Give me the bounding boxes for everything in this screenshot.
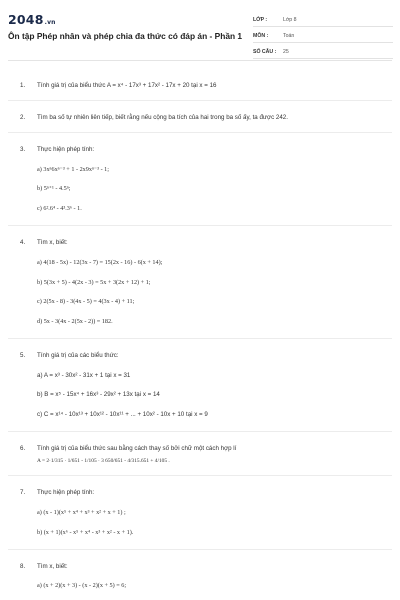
divider [8,431,392,432]
question-item: a) A = x³ - 30x² - 31x + 1 tại x = 31 [37,372,131,379]
question-5: 5. Tính giá trị của các biểu thức: [20,352,119,359]
question-item: b) 5ⁿ⁺¹ - 4.5ⁿ; [37,185,71,192]
question-item: c) 2(5x - 8) - 3(4x - 5) = 4(3x - 4) + 11; [37,298,135,305]
question-item: a) (x - 1)(x⁵ + x⁴ + x³ + x² + x + 1) ; [37,509,126,516]
question-item: b) 5(3x + 5) - 4(2x - 3) = 5x + 3(2x + 12) + 1; [37,279,151,286]
question-item: b) (x + 1)(x⁶ - x⁵ + x⁴ - x³ + x² - x + 1). [37,529,134,536]
divider [8,338,392,339]
question-item: A = 2·1/315 · 1/651 - 1/105 · 3 650/651 - 4/315.651 + 4/105 . [37,458,170,464]
question-1: 1. Tính giá trị của biểu thức A = x⁴ - 17x³ + 17x² - 17x + 20 tại x = 16 [20,82,217,89]
question-4: 4. Tìm x, biết: [20,239,68,246]
question-item: c) C = x¹⁴ - 10x¹³ + 10x¹² - 10x¹¹ + ... + 10x² - 10x + 10 tại x = 9 [37,411,208,418]
meta-label: SỐ CÂU : [253,48,277,55]
question-7: 7. Thực hiện phép tính: [20,489,95,496]
question-item: c) 6².6⁴ - 4³.3⁶ - 1. [37,205,82,212]
question-3: 3. Thực hiện phép tính: [20,146,95,153]
question-item: b) B = x⁵ - 15x⁴ + 16x³ - 29x² + 13x tại x = 14 [37,391,160,398]
meta-value: Toán [283,32,295,39]
meta-value: Lớp 8 [283,16,297,23]
question-2: 2. Tìm ba số tự nhiên liên tiếp, biết rằng nếu cộng ba tích của hai trong ba số ấy, ta được 242. [20,114,288,121]
question-6: 6. Tính giá trị của biểu thức sau bằng cách thay số bởi chữ một cách hợp lí [20,445,237,452]
meta-label: LỚP : [253,16,268,23]
divider [8,475,392,476]
question-item: a) 4(18 - 5x) - 12(3x - 7) = 15(2x - 16) - 6(x + 14); [37,259,163,266]
meta-label: MÔN : [253,32,269,39]
meta-row-subject [253,29,393,43]
header-divider [8,60,392,61]
divider [8,225,392,226]
divider [8,549,392,550]
meta-row-class [253,13,393,27]
divider [8,132,392,133]
site-logo[interactable]: 2048.vn [8,12,56,27]
meta-info [253,13,393,61]
question-item: d) 5x - 3(4x - 2(5x - 2)) = 182. [37,318,113,325]
question-item: a) (x + 2)(x + 3) - (x - 2)(x + 5) = 6; [37,582,127,589]
document-header [0,0,400,62]
divider [8,100,392,101]
meta-row-count [253,45,393,59]
question-8: 8. Tìm x, biết: [20,563,68,570]
question-item: a) 3xⁿ6xⁿ⁻³ + 1 - 2x9xⁿ⁻³ - 1; [37,166,109,173]
page-title: Ôn tập Phép nhân và phép chia đa thức có đáp án - Phần 1 [8,31,243,41]
meta-value: 25 [283,48,289,55]
